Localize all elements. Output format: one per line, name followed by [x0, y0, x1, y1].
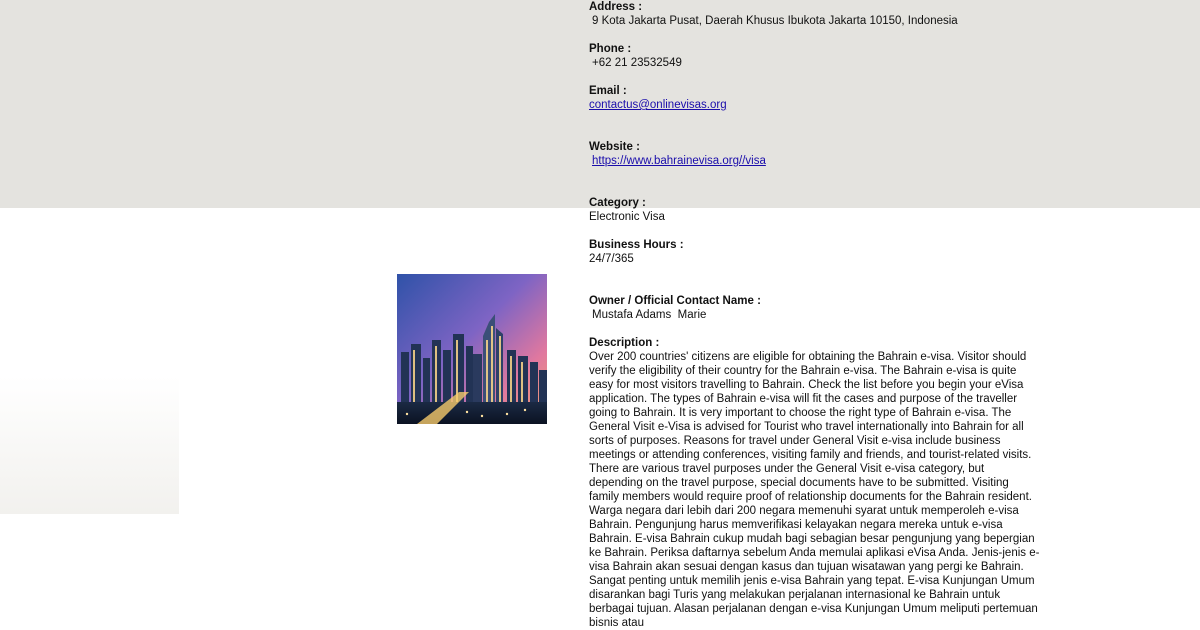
business-hours-label: Business Hours :	[589, 239, 684, 251]
city-skyline-photo-icon	[397, 274, 547, 424]
business-photo	[397, 274, 547, 424]
business-hours-value: 24/7/365	[589, 253, 634, 265]
owner-value: Mustafa Adams Marie	[592, 309, 707, 321]
address-value: 9 Kota Jakarta Pusat, Daerah Khusus Ibukota Jakarta 10150, Indonesia	[592, 15, 958, 27]
website-label: Website :	[589, 141, 640, 153]
business-details	[589, 0, 1041, 630]
category-value: Electronic Visa	[589, 211, 665, 223]
phone-label: Phone :	[589, 43, 632, 55]
category-label: Category :	[589, 197, 646, 209]
owner-label: Owner / Official Contact Name :	[589, 295, 761, 307]
email-link[interactable]: contactus@onlinevisas.org	[589, 99, 727, 111]
description-text: Over 200 countries' citizens are eligible for obtaining the Bahrain e-visa. Visitor should verify the eligibility of their country for the Bahrain e-visa. The Bahrain e-visa is quite easy for most visitors travelling to Bahrain. Check the list before you begin your eVisa application. The types of Bahrain e-visa will fit the cases and purpose of the traveller going to Bahrain. It is very important to choose the right type of Bahrain e-visa. The General Visit e-Visa is advised for Tourist who travel internationally into Bahrain for all sorts of purposes. Reasons for travel under General Visit e-visa include business meetings or attending conferences, visiting family and friends, and tourist-related visits. There are various travel purposes under the General Visit e-visa category, but depending on the travel purpose, special documents have to be submitted. Visiting family members would require proof of relationship documents for the Bahrain resident. Warga negara dari lebih dari 200 negara memenuhi syarat untuk memperoleh e-visa Bahrain. Pengunjung harus memverifikasi kelayakan negara mereka untuk e-visa Bahrain. E-visa Bahrain cukup mudah bagi sebagian besar pengunjung yang bepergian ke Bahrain. Periksa daftarnya sebelum Anda memulai aplikasi eVisa Anda. Jenis-jenis e-visa Bahrain akan sesuai dengan kasus dan tujuan wisatawan yang pergi ke Bahrain. Sangat penting untuk memilih jenis e-visa Bahrain yang tepat. E-visa Kunjungan Umum disarankan bagi Turis yang melakukan perjalanan internasional ke Bahrain untuk berbagai tujuan. Alasan perjalanan dengan e-visa Kunjungan Umum meliputi pertemuan bisnis atau	[589, 351, 1040, 629]
decorative-panel	[0, 376, 179, 514]
email-label: Email :	[589, 85, 627, 97]
address-label: Address :	[589, 1, 643, 13]
phone-value: +62 21 23532549	[592, 57, 682, 69]
website-link[interactable]: https://www.bahrainevisa.org//visa	[592, 155, 766, 167]
description-label: Description :	[589, 337, 660, 349]
